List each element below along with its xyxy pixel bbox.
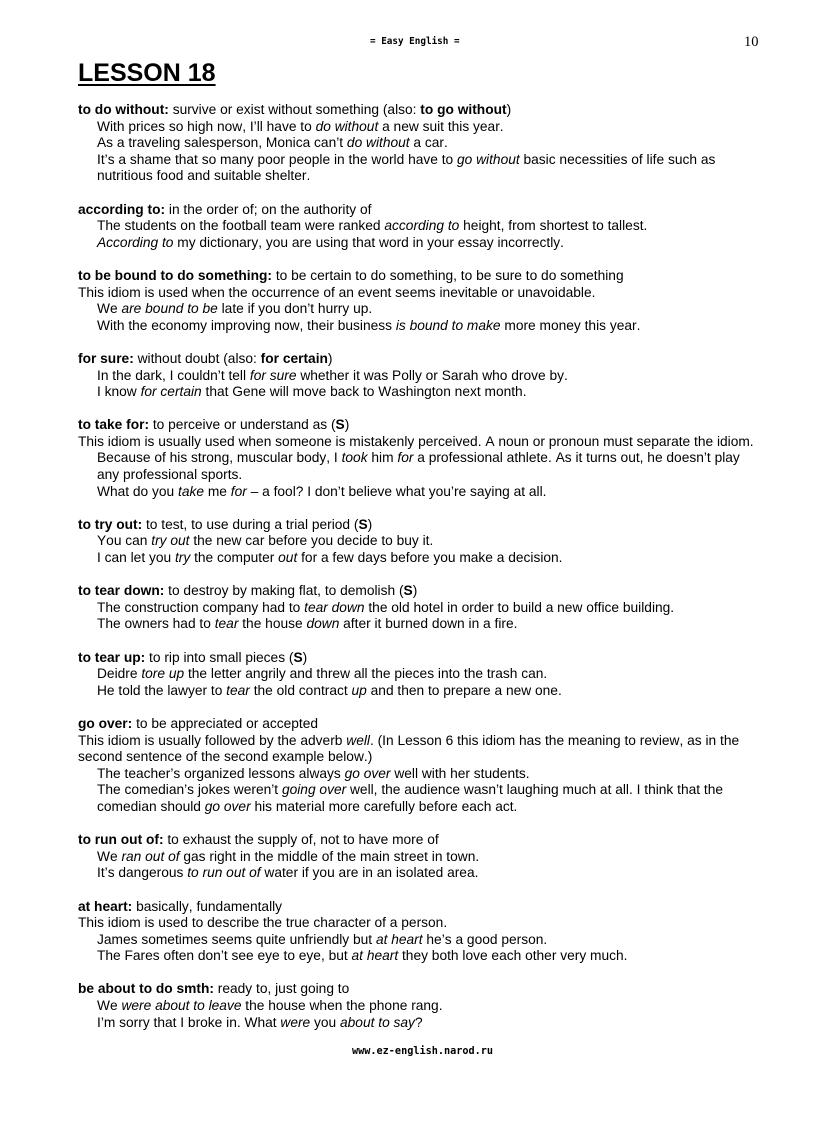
page-number: 10 xyxy=(744,34,759,50)
text-run: Deidre xyxy=(97,666,142,682)
text-run: I can let you xyxy=(97,550,175,566)
text-run: a car. xyxy=(409,135,448,151)
text-run: gas right in the middle of the main street in town. xyxy=(179,848,480,864)
text-run: for a few days before you make a decision. xyxy=(297,550,563,566)
idiom-entry xyxy=(78,102,768,185)
highlighted-usage: for sure xyxy=(249,367,297,383)
idiom-entry xyxy=(78,202,768,252)
text-run: to rip into small pieces ( xyxy=(145,649,294,665)
highlighted-usage: for certain xyxy=(140,384,202,400)
highlighted-usage: for xyxy=(397,450,414,466)
text-run: well with her students. xyxy=(390,765,530,781)
idiom-heading xyxy=(78,268,768,285)
text-run: without doubt (also: xyxy=(133,350,261,366)
text-run: With the economy improving now, their business xyxy=(97,317,396,333)
example-sentence xyxy=(78,666,752,683)
text-run: a professional athlete. As it turns out, he doesn’t play any professional sports. xyxy=(97,450,740,483)
idiom-heading xyxy=(78,583,768,600)
highlighted-usage: tear xyxy=(226,682,250,698)
term-text: S xyxy=(358,516,368,532)
text-run: basically, fundamentally xyxy=(132,898,283,914)
text-run: and then to prepare a new one. xyxy=(366,682,562,698)
term-text: to tear up: xyxy=(78,649,146,665)
example-sentence xyxy=(78,135,752,152)
highlighted-usage: to run out of xyxy=(187,865,261,881)
highlighted-usage: up xyxy=(351,682,367,698)
text-run: the house when the phone rang. xyxy=(241,998,443,1014)
highlighted-usage: were about to leave xyxy=(121,998,242,1014)
text-run: I’m sorry that I broke in. What xyxy=(97,1014,281,1030)
highlighted-usage: tore up xyxy=(141,666,185,682)
idiom-heading xyxy=(78,716,768,733)
highlighted-usage: tear down xyxy=(304,599,365,615)
idiom-heading xyxy=(78,650,768,667)
text-run: We xyxy=(97,998,122,1014)
text-run: . (In Lesson 6 this idiom has the meaning to review, as in the second sentence of the second example below.) xyxy=(78,732,740,765)
idiom-note xyxy=(78,915,768,932)
idiom-entry xyxy=(78,832,768,882)
lesson-title: LESSON 18 xyxy=(78,59,216,87)
text-run: survive or exist without something (also: xyxy=(168,102,421,117)
idiom-entry xyxy=(78,716,768,816)
example-sentence xyxy=(78,932,752,949)
highlighted-usage: well xyxy=(346,732,370,748)
idiom-note xyxy=(78,434,768,451)
idiom-entry xyxy=(78,981,768,1031)
text-run: The teacher’s organized lessons always xyxy=(97,765,345,781)
text-run: You can xyxy=(97,533,152,549)
example-sentence xyxy=(78,600,752,617)
highlighted-usage: take xyxy=(178,483,205,499)
text-run: James sometimes seems quite unfriendly but xyxy=(97,931,376,947)
example-sentence xyxy=(78,1015,752,1032)
text-run: The comedian’s jokes weren’t xyxy=(97,782,282,798)
text-run: the old hotel in order to build a new office building. xyxy=(364,599,675,615)
text-run: It’s a shame that so many poor people in the world have to xyxy=(97,151,457,167)
example-sentence xyxy=(78,998,752,1015)
text-run: water if you are in an isolated area. xyxy=(260,865,479,881)
text-run: We xyxy=(97,301,122,317)
text-run: a new suit this year. xyxy=(378,118,504,134)
text-run: As a traveling salesperson, Monica can’t xyxy=(97,135,347,151)
highlighted-usage: do without xyxy=(315,118,379,134)
example-sentence xyxy=(78,450,752,483)
text-run: to test, to use during a trial period ( xyxy=(142,516,359,532)
text-run: the old contract xyxy=(249,682,352,698)
example-sentence xyxy=(78,849,752,866)
highlighted-usage: try xyxy=(174,550,191,566)
text-run: the letter angrily and threw all the pieces into the trash can. xyxy=(184,666,548,682)
text-run: the new car before you decide to buy it. xyxy=(189,533,434,549)
example-sentence xyxy=(78,533,752,550)
text-run: you xyxy=(310,1014,341,1030)
highlighted-usage: about to say xyxy=(340,1014,415,1030)
highlighted-usage: down xyxy=(306,616,340,632)
text-run: The students on the football team were ranked xyxy=(97,218,385,234)
example-sentence xyxy=(78,782,752,815)
example-sentence xyxy=(78,301,752,318)
idiom-heading xyxy=(78,832,768,849)
term-text: to go without xyxy=(420,102,507,117)
text-run: The construction company had to xyxy=(97,599,305,615)
highlighted-usage: are bound to be xyxy=(121,301,218,317)
example-sentence xyxy=(78,550,752,567)
highlighted-usage: go over xyxy=(344,765,391,781)
highlighted-usage: go over xyxy=(204,798,251,814)
example-sentence xyxy=(78,119,752,136)
idiom-note xyxy=(78,285,768,302)
term-text: to try out: xyxy=(78,516,143,532)
text-run: ) xyxy=(367,516,373,532)
text-run: to perceive or understand as ( xyxy=(149,417,336,433)
text-run: This idiom is used when the occurrence of an event seems inevitable or unavoidable. xyxy=(78,284,596,300)
idiom-heading xyxy=(78,202,768,219)
term-text: be about to do smth: xyxy=(78,981,214,997)
idiom-entry xyxy=(78,517,768,567)
term-text: to take for: xyxy=(78,417,150,433)
text-run: to be appreciated or accepted xyxy=(132,715,319,731)
highlighted-usage: try out xyxy=(151,533,190,549)
text-run: they both love each other very much. xyxy=(398,948,628,964)
idiom-heading xyxy=(78,351,768,368)
text-run: With prices so high now, I’ll have to xyxy=(97,118,316,134)
example-sentence xyxy=(78,683,752,700)
highlighted-usage: were xyxy=(280,1014,311,1030)
example-sentence xyxy=(78,152,752,185)
idiom-entry xyxy=(78,650,768,700)
idiom-entry xyxy=(78,899,768,965)
example-sentence xyxy=(78,318,752,335)
text-run: ) xyxy=(412,583,418,599)
text-run: me xyxy=(204,483,231,499)
example-sentence xyxy=(78,368,752,385)
highlighted-usage: According to xyxy=(97,234,174,250)
text-run: in the order of; on the authority of xyxy=(165,201,372,217)
idiom-entry xyxy=(78,351,768,401)
text-run: the computer xyxy=(190,550,279,566)
highlighted-usage: go without xyxy=(457,151,520,167)
text-run: he’s a good person. xyxy=(422,931,548,947)
term-text: at heart: xyxy=(78,898,133,914)
example-sentence xyxy=(78,948,752,965)
term-text: S xyxy=(403,583,413,599)
idiom-note xyxy=(78,733,768,766)
text-run: the house xyxy=(238,616,307,632)
term-text: go over: xyxy=(78,715,133,731)
example-sentence xyxy=(78,235,752,252)
idiom-heading xyxy=(78,417,768,434)
text-run: whether it was Polly or Sarah who drove by. xyxy=(296,367,568,383)
term-text: to be bound to do something: xyxy=(78,267,272,283)
term-text: for certain xyxy=(260,350,328,366)
text-run: ) xyxy=(327,350,333,366)
example-sentence xyxy=(78,218,752,235)
text-run: Because of his strong, muscular body, I xyxy=(97,450,342,466)
footer-url: www.ez-english.narod.ru xyxy=(352,1046,494,1057)
idiom-entry xyxy=(78,417,768,500)
text-run: – a fool? I don’t believe what you’re saying at all. xyxy=(246,483,547,499)
idiom-heading xyxy=(78,899,768,916)
term-text: to run out of: xyxy=(78,832,164,848)
term-text: for sure: xyxy=(78,350,134,366)
text-run: ) xyxy=(506,102,512,117)
example-sentence xyxy=(78,766,752,783)
text-run: This idiom is usually used when someone is mistakenly perceived. A noun or pronoun must separate the idiom. xyxy=(78,433,754,449)
idiom-entry xyxy=(78,583,768,633)
term-text: S xyxy=(335,417,345,433)
text-run: more money this year. xyxy=(500,317,641,333)
highlighted-usage: at heart xyxy=(375,931,423,947)
text-run: We xyxy=(97,848,122,864)
term-text: to do without: xyxy=(78,102,169,117)
idiom-heading xyxy=(78,102,768,119)
highlighted-usage: for xyxy=(230,483,247,499)
text-run: ? xyxy=(414,1014,423,1030)
text-run: to be certain to do something, to be sure to do something xyxy=(272,267,624,283)
idiom-list xyxy=(78,102,768,1048)
text-run: my dictionary, you are using that word in your essay incorrectly. xyxy=(173,234,564,250)
text-run: In the dark, I couldn’t tell xyxy=(97,367,250,383)
example-sentence xyxy=(78,616,752,633)
text-run: ) xyxy=(302,649,308,665)
text-run: after it burned down in a fire. xyxy=(339,616,518,632)
text-run: late if you don’t hurry up. xyxy=(217,301,373,317)
example-sentence xyxy=(78,384,752,401)
text-run: height, from shortest to tallest. xyxy=(459,218,648,234)
text-run: I know xyxy=(97,384,141,400)
text-run: This idiom is usually followed by the adverb xyxy=(78,732,347,748)
term-text: to tear down: xyxy=(78,583,165,599)
text-run: well, the audience wasn’t laughing much at all. I think that the comedian should xyxy=(97,782,723,814)
running-header: = Easy English = xyxy=(370,36,460,47)
text-run: him xyxy=(367,450,398,466)
highlighted-usage: going over xyxy=(281,782,347,798)
text-run: his material more carefully before each act. xyxy=(250,798,518,814)
text-run: to destroy by making flat, to demolish ( xyxy=(164,583,404,599)
text-run: What do you xyxy=(97,483,179,499)
example-sentence xyxy=(78,865,752,882)
idiom-heading xyxy=(78,517,768,534)
highlighted-usage: is bound to make xyxy=(395,317,501,333)
text-run: basic necessities of life such as nutritious food and suitable shelter. xyxy=(97,151,716,184)
text-run: He told the lawyer to xyxy=(97,682,227,698)
highlighted-usage: out xyxy=(278,550,298,566)
idiom-entry xyxy=(78,268,768,334)
term-text: according to: xyxy=(78,201,166,217)
highlighted-usage: ran out of xyxy=(121,848,180,864)
text-run: ready to, just going to xyxy=(213,981,350,997)
idiom-heading xyxy=(78,981,768,998)
highlighted-usage: according to xyxy=(384,218,460,234)
highlighted-usage: at heart xyxy=(351,948,399,964)
text-run: This idiom is used to describe the true character of a person. xyxy=(78,915,448,931)
text-run: to exhaust the supply of, not to have more of xyxy=(163,832,439,848)
text-run: that Gene will move back to Washington next month. xyxy=(201,384,527,400)
text-run: It’s dangerous xyxy=(97,865,188,881)
text-run: ) xyxy=(344,417,350,433)
highlighted-usage: tear xyxy=(214,616,239,632)
text-run: The owners had to xyxy=(97,616,215,632)
example-sentence xyxy=(78,484,752,501)
highlighted-usage: do without xyxy=(346,135,410,151)
highlighted-usage: took xyxy=(341,450,368,466)
term-text: S xyxy=(293,649,303,665)
text-run: The Fares often don’t see eye to eye, but xyxy=(97,948,352,964)
